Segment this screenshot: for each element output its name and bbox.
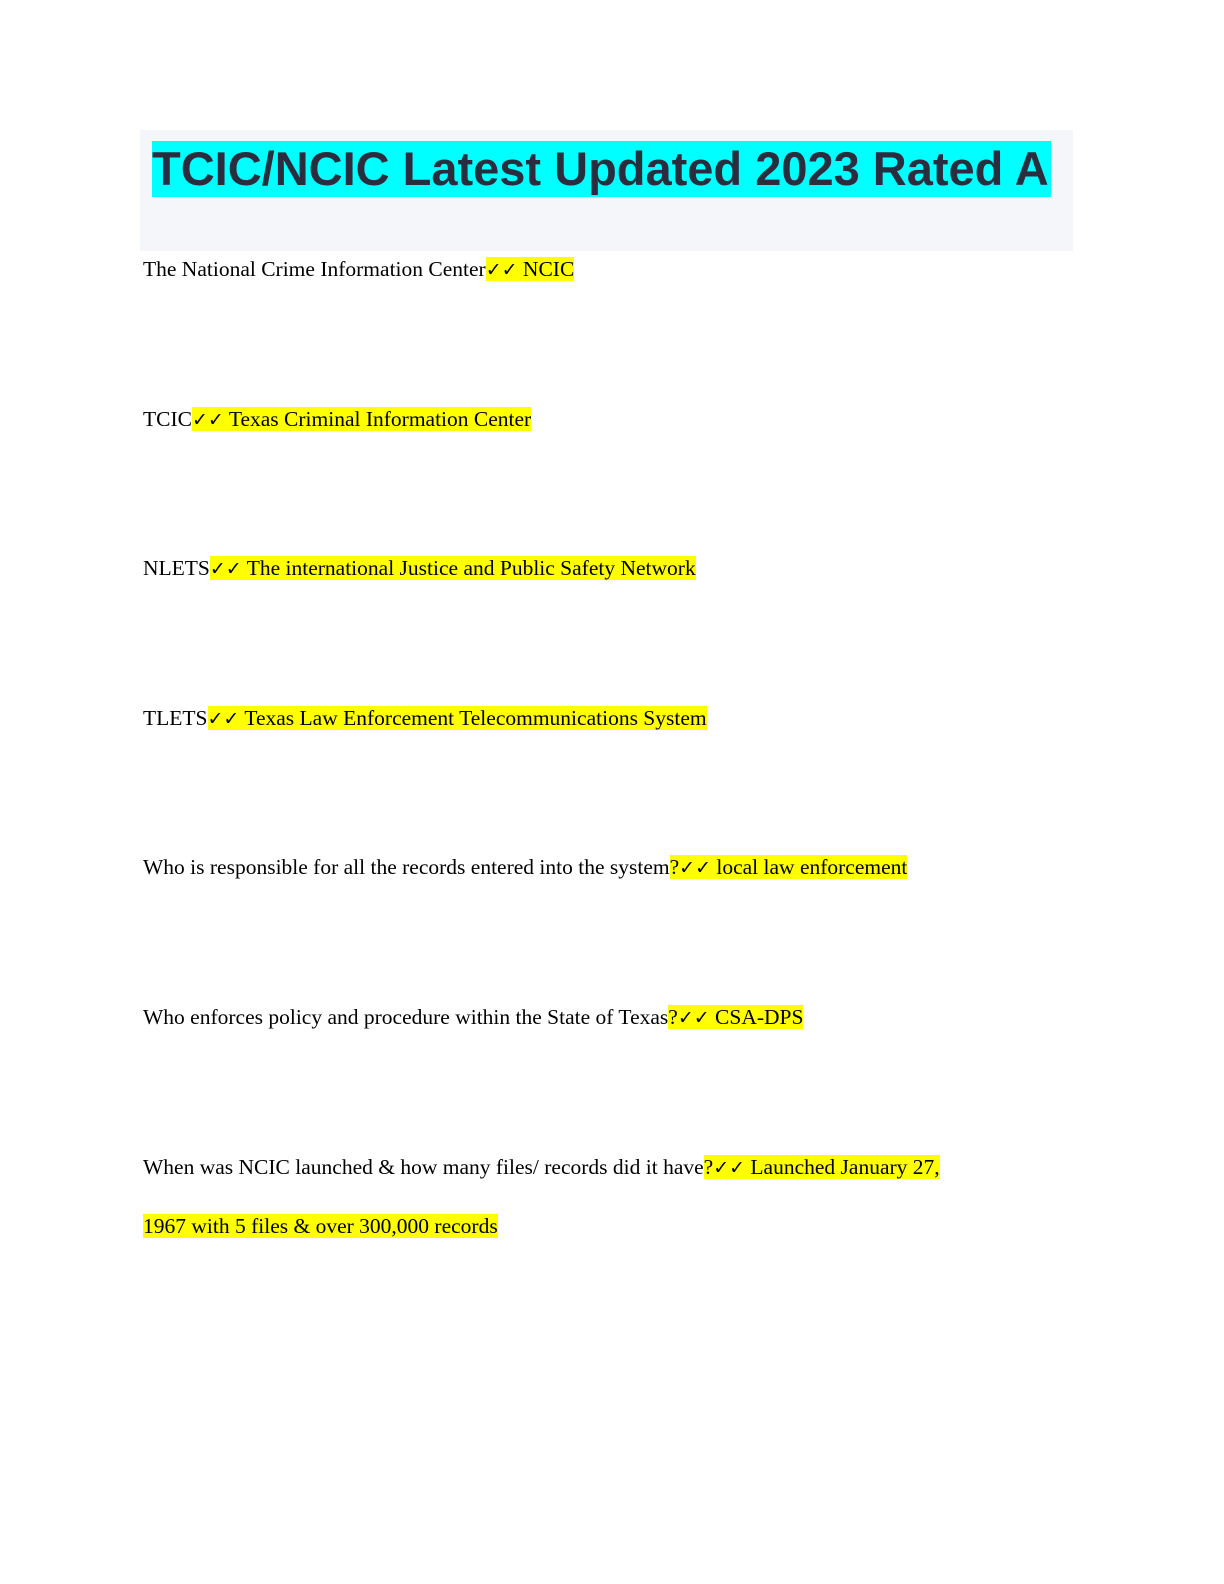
answer-text: NCIC (517, 257, 575, 281)
document-title: TCIC/NCIC Latest Updated 2023 Rated A (152, 142, 1049, 195)
question-mark: ? (669, 855, 680, 879)
answer-highlight (192, 407, 531, 431)
double-check-icon: ✓✓ (713, 1157, 746, 1179)
answer-text: Launched January 27, (745, 1155, 940, 1179)
answer-highlight (143, 1214, 498, 1238)
qa-item (143, 1003, 803, 1032)
answer-highlight (704, 1155, 940, 1179)
double-check-icon: ✓✓ (677, 1007, 710, 1029)
answer-text-continued: 1967 with 5 files & over 300,000 records (143, 1214, 498, 1238)
question-text: The National Crime Information Center (143, 257, 486, 281)
answer-text: local law enforcement (711, 855, 908, 879)
answer-highlight (208, 706, 707, 730)
answer-highlight (670, 855, 908, 879)
double-check-icon: ✓✓ (207, 708, 240, 730)
question-text: NLETS (143, 556, 210, 580)
question-text: TCIC (143, 407, 192, 431)
question-mark: ? (668, 1005, 678, 1029)
answer-text: CSA-DPS (709, 1005, 804, 1029)
question-text: Who enforces policy and procedure within the State of Texas (143, 1005, 669, 1029)
question-text: When was NCIC launched & how many files/ records did it have (143, 1155, 704, 1179)
question-text: Who is responsible for all the records entered into the system (143, 855, 670, 879)
answer-highlight (668, 1005, 803, 1029)
answer-highlight (486, 257, 575, 281)
double-check-icon: ✓✓ (191, 409, 224, 431)
qa-item (143, 255, 574, 284)
qa-item (143, 1153, 940, 1182)
question-text: TLETS (143, 706, 208, 730)
double-check-icon: ✓✓ (679, 857, 711, 879)
qa-item (143, 853, 907, 882)
answer-highlight (210, 556, 696, 580)
answer-text: Texas Law Enforcement Telecommunications System (239, 706, 707, 730)
question-mark: ? (703, 1155, 714, 1179)
answer-text: Texas Criminal Information Center (223, 407, 532, 431)
qa-item (143, 704, 707, 733)
double-check-icon: ✓✓ (485, 259, 518, 281)
qa-item-continued (143, 1212, 498, 1240)
answer-text: The international Justice and Public Safety Network (241, 556, 696, 580)
qa-item (143, 405, 531, 434)
qa-item (143, 554, 696, 583)
double-check-icon: ✓✓ (209, 558, 242, 580)
